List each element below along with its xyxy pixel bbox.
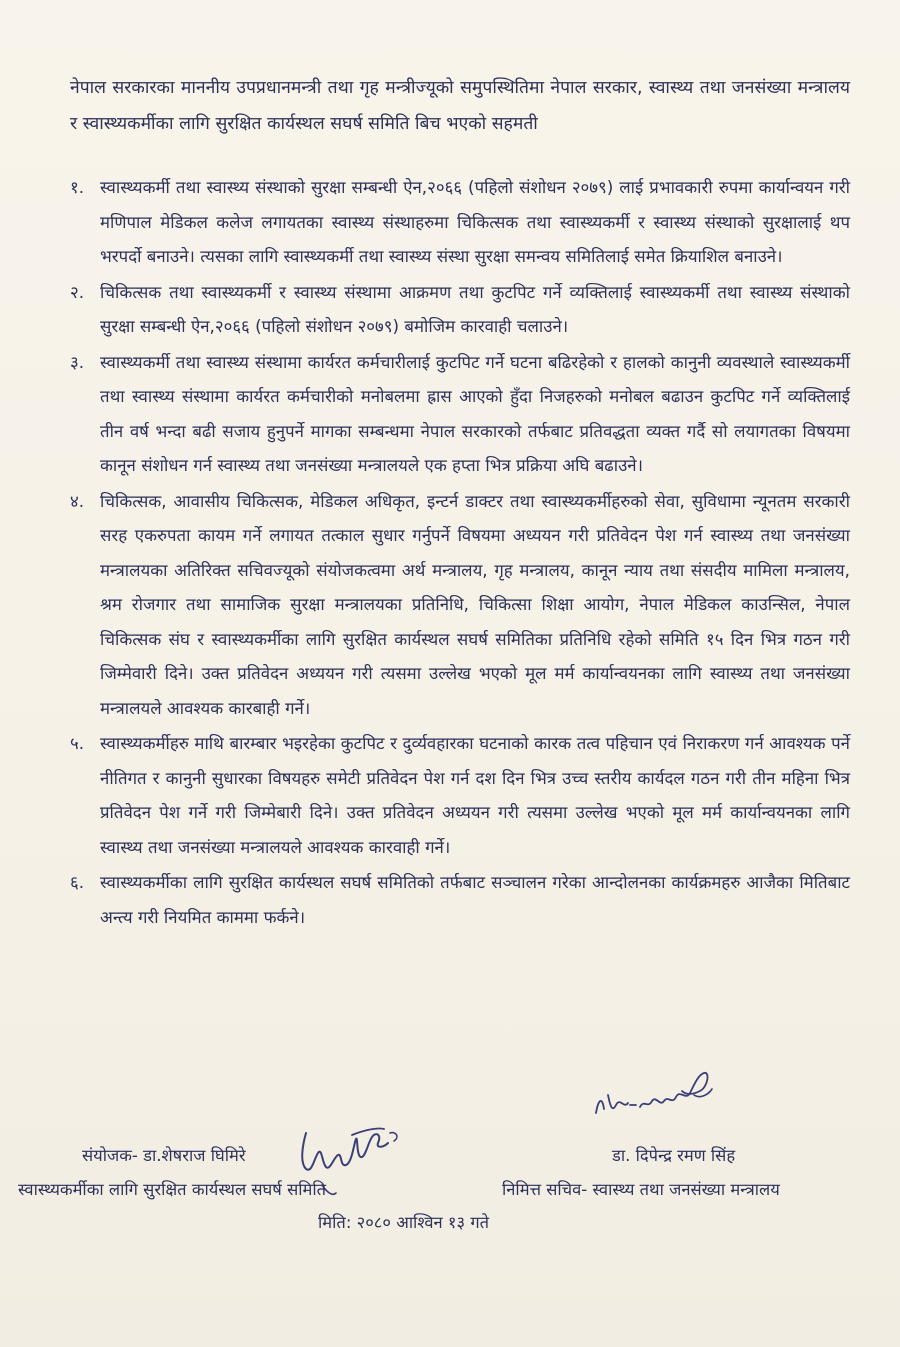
item-number: ४. xyxy=(70,490,85,511)
item-number: २. xyxy=(70,281,85,302)
list-item xyxy=(70,275,850,344)
document-date: मिति: २०८० आश्विन १३ गते xyxy=(318,1213,490,1232)
left-signatory-organization: स्वास्थ्यकर्मीका लागि सुरक्षित कार्यस्थल सघर्ष समिति xyxy=(18,1180,327,1199)
item-text: स्वास्थ्यकर्मीहरु माथि बारम्बार भइरहेका कुटपिट र दुर्व्यवहारका घटनाको कारक तत्व पहिचान एवं निराकरण गर्न आवश्यक पर्ने नीतिगत र कानुनी सुधारका विषयहरु समेटी प्रतिवेदन पेश गर्न दश दिन भित्र उच्च स्तरीय कार्यदल गठन गरी तीन महिना भित्र प्रतिवेदन पेश गर्ने गरी जिम्मेबारी दिने। उक्त प्रतिवेदन अध्ययन गरी त्यसमा उल्लेख भएको मूल मर्म कार्यान्वयनका लागि स्वास्थ्य तथा जनसंख्या मन्त्रालयले आवश्यक कारवाही गर्ने। xyxy=(100,733,850,857)
agreement-items-list xyxy=(70,170,850,935)
left-signatory-name: संयोजक- डा.शेषराज घिमिरे xyxy=(82,1146,246,1165)
list-item xyxy=(70,484,850,726)
item-number: ५. xyxy=(70,733,85,753)
item-text: चिकित्सक, आवासीय चिकित्सक, मेडिकल अधिकृत, इन्टर्न डाक्टर तथा स्वास्थ्यकर्मीहरुको सेवा, सुविधामा न्यूनतम सरकारी सरह एकरुपता कायम गर्ने लगायत तत्काल सुधार गर्नुपर्ने विषयमा अध्ययन गरी प्रतिवेदन पेश गर्न स्वास्थ्य तथा जनसंख्या मन्त्रालयका अतिरिक्त सचिवज्यूको संयोजकत्वमा अर्थ मन्त्रालय, गृह मन्त्रालय, कानून न्याय तथा संसदीय मामिला मन्त्रालय, श्रम रोजगार तथा सामाजिक सुरक्षा मन्त्रालयका प्रतिनिधि, चिकित्सा शिक्षा आयोग, नेपाल मेडिकल काउन्सिल, नेपाल चिकित्सक संघ र स्वास्थ्यकर्मीका लागि सुरक्षित कार्यस्थल सघर्ष समितिका प्रतिनिधि रहेको समिति १५ दिन भित्र गठन गरी जिम्मेवारी दिने। उक्त प्रतिवेदन अध्ययन गरी त्यसमा उल्लेख भएको मूल मर्म कार्यान्वयनका लागि स्वास्थ्य तथा जनसंख्या मन्त्रालयले आवश्यक कारबाही गर्ने। xyxy=(100,490,850,718)
item-number: ६. xyxy=(70,872,85,892)
document-heading: नेपाल सरकारका माननीय उपप्रधानमन्त्री तथा गृह मन्त्रीज्यूको समुपस्थितिमा नेपाल सरकार, स्वास्थ्य तथा जनसंख्या मन्त्रालय र स्वास्थ्यकर्मीका लागि सुरक्षित कार्यस्थल सघर्ष समिति बिच भएको सहमती xyxy=(70,78,850,134)
right-handwritten-signature xyxy=(590,1065,730,1135)
right-signatory-name: डा. दिपेन्द्र रमण सिंह xyxy=(612,1146,736,1165)
list-item xyxy=(70,345,850,483)
list-item xyxy=(70,865,850,934)
signature-block xyxy=(0,1065,900,1265)
item-number: १. xyxy=(70,177,85,197)
item-number: ३. xyxy=(70,351,85,372)
right-signatory-organization: निमित्त सचिव- स्वास्थ्य तथा जनसंख्या मन्त्रालय xyxy=(502,1180,780,1199)
list-item xyxy=(70,170,850,274)
list-item xyxy=(70,726,850,864)
item-text: स्वास्थ्यकर्मी तथा स्वास्थ्य संस्थाको सुरक्षा सम्बन्धी ऐन,२०६६ (पहिलो संशोधन २०७९) लाई प्रभावकारी रुपमा कार्यान्वयन गरी मणिपाल मेडिकल कलेज लगायतका स्वास्थ्य संस्थाहरुमा चिकित्सक तथा स्वास्थ्यकर्मी र स्वास्थ्य संस्थाको सुरक्षालाई थप भरपर्दो बनाउने। त्यसका लागि स्वास्थ्यकर्मी तथा स्वास्थ्य संस्था सुरक्षा समन्वय समितिलाई समेत क्रियाशिल बनाउने। xyxy=(100,177,850,266)
item-text: स्वास्थ्यकर्मी तथा स्वास्थ्य संस्थामा कार्यरत कर्मचारीलाई कुटपिट गर्ने घटना बढिरहेको र हालको कानुनी व्यवस्थाले स्वास्थ्यकर्मी तथा स्वास्थ्य संस्थामा कार्यरत कर्मचारीको मनोबलमा ह्रास आएको हुँदा निजहरुको मनोबल बढाउन कुटपिट गर्ने व्यक्तिलाई तीन वर्ष भन्दा बढी सजाय हुनुपर्ने मागका सम्बन्धमा नेपाल सरकारको तर्फबाट प्रतिवद्धता व्यक्त गर्दै सो लयागतका विषयमा कानून संशोधन गर्न स्वास्थ्य तथा जनसंख्या मन्त्रालयले एक हप्ता भित्र प्रक्रिया अघि बढाउने। xyxy=(100,351,850,475)
item-text: चिकित्सक तथा स्वास्थ्यकर्मी र स्वास्थ्य संस्थामा आक्रमण तथा कुटपिट गर्ने व्यक्तिलाई स्वास्थ्यकर्मी तथा स्वास्थ्य संस्थाको सुरक्षा सम्बन्धी ऐन,२०६६ (पहिलो संशोधन २०७९) बमोजिम कारवाही चलाउने। xyxy=(100,281,850,336)
item-text: स्वास्थ्यकर्मीका लागि सुरक्षित कार्यस्थल सघर्ष समितिको तर्फबाट सञ्चालन गरेका आन्दोलनका कार्यक्रमहरु आजैका मितिबाट अन्त्य गरी नियमित काममा फर्कने। xyxy=(100,872,850,927)
